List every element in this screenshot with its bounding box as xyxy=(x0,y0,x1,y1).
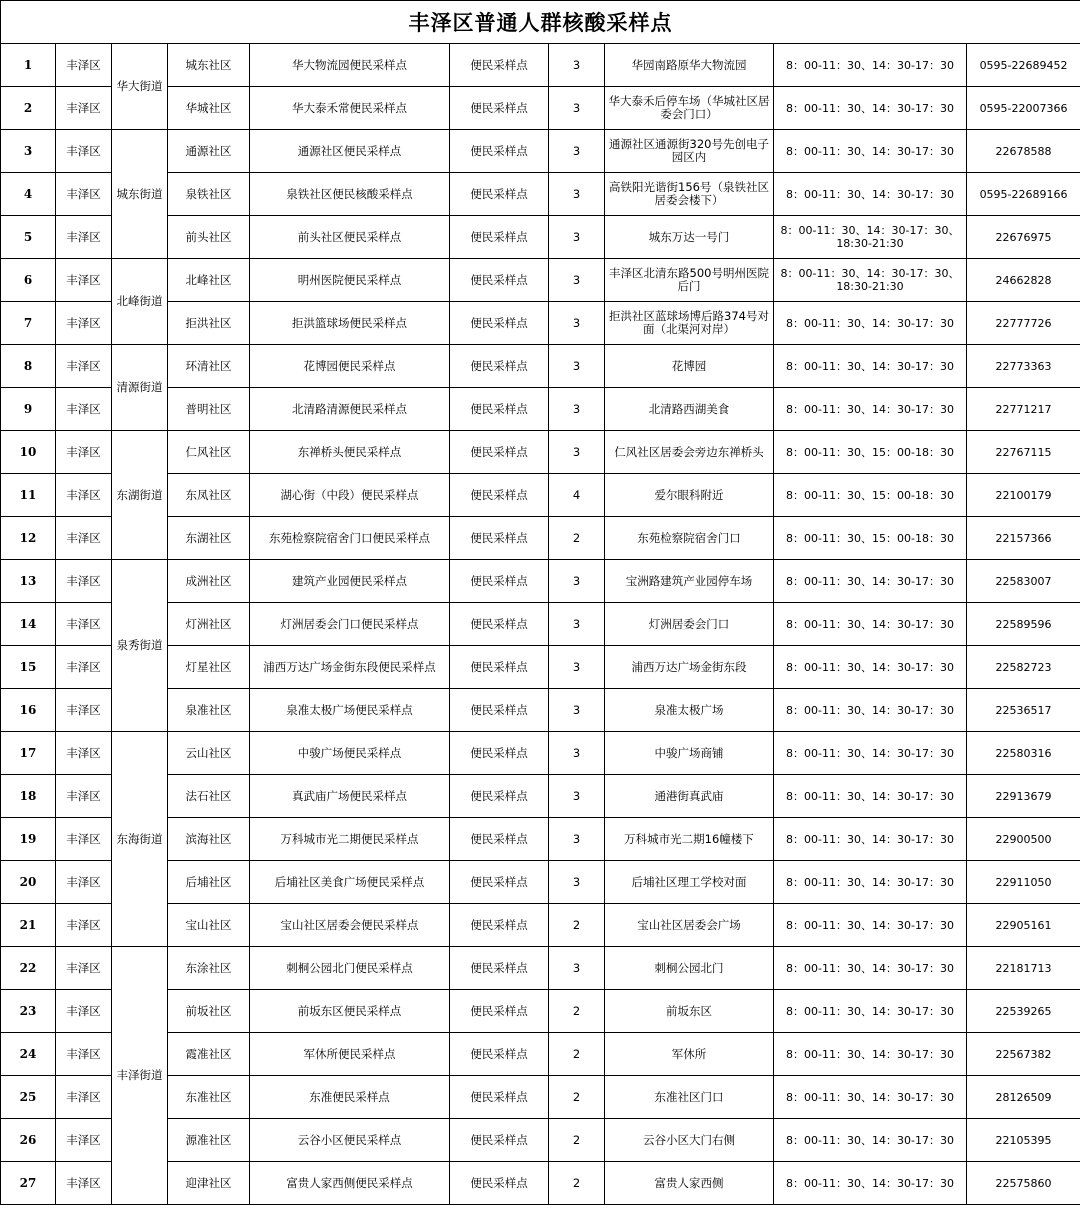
district-cell: 丰泽区 xyxy=(56,474,112,517)
row-number: 3 xyxy=(1,130,56,173)
community-cell: 仁风社区 xyxy=(168,431,250,474)
table-row xyxy=(1,560,1080,603)
row-number: 5 xyxy=(1,216,56,259)
site-type-cell: 便民采样点 xyxy=(450,861,549,904)
hours-cell: 8：00-11：30、14：30-17：30 xyxy=(774,302,967,345)
community-cell: 东凤社区 xyxy=(168,474,250,517)
hours-cell: 8：00-11：30、14：30-17：30 xyxy=(774,1076,967,1119)
sampling-count-cell: 3 xyxy=(549,130,605,173)
site-name-cell: 泉准太极广场便民采样点 xyxy=(250,689,450,732)
site-name-cell: 通源社区便民采样点 xyxy=(250,130,450,173)
street-cell: 东海街道 xyxy=(112,732,168,947)
phone-cell: 22777726 xyxy=(967,302,1080,345)
address-cell: 高铁阳光谐街156号（泉铁社区居委会楼下） xyxy=(605,173,774,216)
hours-cell: 8：00-11：30、14：30-17：30 xyxy=(774,173,967,216)
site-type-cell: 便民采样点 xyxy=(450,947,549,990)
hours-cell: 8：00-11：30、14：30-17：30 xyxy=(774,904,967,947)
site-type-cell: 便民采样点 xyxy=(450,732,549,775)
phone-cell: 22539265 xyxy=(967,990,1080,1033)
address-cell: 爱尔眼科附近 xyxy=(605,474,774,517)
phone-cell: 22100179 xyxy=(967,474,1080,517)
site-type-cell: 便民采样点 xyxy=(450,818,549,861)
district-cell: 丰泽区 xyxy=(56,87,112,130)
row-number: 7 xyxy=(1,302,56,345)
district-cell: 丰泽区 xyxy=(56,130,112,173)
site-name-cell: 富贵人家西侧便民采样点 xyxy=(250,1162,450,1205)
address-cell: 富贵人家西侧 xyxy=(605,1162,774,1205)
phone-cell: 22589596 xyxy=(967,603,1080,646)
district-cell: 丰泽区 xyxy=(56,1076,112,1119)
sampling-count-cell: 2 xyxy=(549,904,605,947)
hours-cell: 8：00-11：30、15：00-18：30 xyxy=(774,474,967,517)
site-name-cell: 中骏广场便民采样点 xyxy=(250,732,450,775)
sampling-count-cell: 3 xyxy=(549,431,605,474)
site-name-cell: 军休所便民采样点 xyxy=(250,1033,450,1076)
address-cell: 华大泰禾后停车场（华城社区居委会门口） xyxy=(605,87,774,130)
community-cell: 源准社区 xyxy=(168,1119,250,1162)
community-cell: 北峰社区 xyxy=(168,259,250,302)
site-type-cell: 便民采样点 xyxy=(450,87,549,130)
sampling-count-cell: 3 xyxy=(549,560,605,603)
sampling-count-cell: 2 xyxy=(549,1119,605,1162)
community-cell: 灯星社区 xyxy=(168,646,250,689)
site-name-cell: 前坂东区便民采样点 xyxy=(250,990,450,1033)
row-number: 26 xyxy=(1,1119,56,1162)
address-cell: 军休所 xyxy=(605,1033,774,1076)
community-cell: 成洲社区 xyxy=(168,560,250,603)
site-type-cell: 便民采样点 xyxy=(450,431,549,474)
phone-cell: 22678588 xyxy=(967,130,1080,173)
phone-cell: 22771217 xyxy=(967,388,1080,431)
row-number: 16 xyxy=(1,689,56,732)
address-cell: 通源社区通源街320号先创电子园区内 xyxy=(605,130,774,173)
address-cell: 东准社区门口 xyxy=(605,1076,774,1119)
phone-cell: 0595-22007366 xyxy=(967,87,1080,130)
phone-cell: 22911050 xyxy=(967,861,1080,904)
site-name-cell: 刺桐公园北门便民采样点 xyxy=(250,947,450,990)
sampling-count-cell: 4 xyxy=(549,474,605,517)
hours-cell: 8：00-11：30、14：30-17：30 xyxy=(774,1033,967,1076)
site-type-cell: 便民采样点 xyxy=(450,44,549,87)
address-cell: 宝山社区居委会广场 xyxy=(605,904,774,947)
site-name-cell: 真武庙广场便民采样点 xyxy=(250,775,450,818)
row-number: 25 xyxy=(1,1076,56,1119)
table-row xyxy=(1,130,1080,173)
site-type-cell: 便民采样点 xyxy=(450,259,549,302)
sampling-count-cell: 2 xyxy=(549,1162,605,1205)
table-row xyxy=(1,947,1080,990)
district-cell: 丰泽区 xyxy=(56,345,112,388)
community-cell: 迎津社区 xyxy=(168,1162,250,1205)
site-type-cell: 便民采样点 xyxy=(450,1076,549,1119)
address-cell: 中骏广场商铺 xyxy=(605,732,774,775)
address-cell: 后埔社区理工学校对面 xyxy=(605,861,774,904)
sampling-count-cell: 3 xyxy=(549,173,605,216)
district-cell: 丰泽区 xyxy=(56,1119,112,1162)
hours-cell: 8：00-11：30、14：30-17：30 xyxy=(774,861,967,904)
row-number: 24 xyxy=(1,1033,56,1076)
site-type-cell: 便民采样点 xyxy=(450,345,549,388)
address-cell: 华园南路原华大物流园 xyxy=(605,44,774,87)
row-number: 27 xyxy=(1,1162,56,1205)
row-number: 9 xyxy=(1,388,56,431)
address-cell: 北清路西湖美食 xyxy=(605,388,774,431)
phone-cell: 22913679 xyxy=(967,775,1080,818)
site-name-cell: 东苑检察院宿舍门口便民采样点 xyxy=(250,517,450,560)
street-cell: 华大街道 xyxy=(112,44,168,130)
site-name-cell: 北清路清源便民采样点 xyxy=(250,388,450,431)
site-name-cell: 湖心街（中段）便民采样点 xyxy=(250,474,450,517)
row-number: 15 xyxy=(1,646,56,689)
site-name-cell: 浦西万达广场金街东段便民采样点 xyxy=(250,646,450,689)
address-cell: 通港街真武庙 xyxy=(605,775,774,818)
site-type-cell: 便民采样点 xyxy=(450,216,549,259)
district-cell: 丰泽区 xyxy=(56,216,112,259)
site-type-cell: 便民采样点 xyxy=(450,1033,549,1076)
district-cell: 丰泽区 xyxy=(56,259,112,302)
community-cell: 东湖社区 xyxy=(168,517,250,560)
phone-cell: 0595-22689452 xyxy=(967,44,1080,87)
sampling-count-cell: 3 xyxy=(549,818,605,861)
hours-cell: 8：00-11：30、14：30-17：30 xyxy=(774,990,967,1033)
site-type-cell: 便民采样点 xyxy=(450,1162,549,1205)
row-number: 1 xyxy=(1,44,56,87)
district-cell: 丰泽区 xyxy=(56,904,112,947)
community-cell: 城东社区 xyxy=(168,44,250,87)
district-cell: 丰泽区 xyxy=(56,603,112,646)
hours-cell: 8：00-11：30、14：30-17：30、18:30-21:30 xyxy=(774,216,967,259)
address-cell: 拒洪社区蓝球场博后路374号对面（北渠河对岸） xyxy=(605,302,774,345)
sampling-count-cell: 3 xyxy=(549,87,605,130)
site-name-cell: 花博园便民采样点 xyxy=(250,345,450,388)
site-name-cell: 建筑产业园便民采样点 xyxy=(250,560,450,603)
site-type-cell: 便民采样点 xyxy=(450,173,549,216)
community-cell: 普明社区 xyxy=(168,388,250,431)
sampling-count-cell: 3 xyxy=(549,259,605,302)
site-type-cell: 便民采样点 xyxy=(450,560,549,603)
district-cell: 丰泽区 xyxy=(56,560,112,603)
hours-cell: 8：00-11：30、14：30-17：30 xyxy=(774,689,967,732)
sampling-count-cell: 3 xyxy=(549,603,605,646)
table-row xyxy=(1,345,1080,388)
sampling-count-cell: 2 xyxy=(549,517,605,560)
phone-cell: 22767115 xyxy=(967,431,1080,474)
row-number: 2 xyxy=(1,87,56,130)
district-cell: 丰泽区 xyxy=(56,861,112,904)
district-cell: 丰泽区 xyxy=(56,302,112,345)
hours-cell: 8：00-11：30、14：30-17：30 xyxy=(774,44,967,87)
row-number: 4 xyxy=(1,173,56,216)
hours-cell: 8：00-11：30、14：30-17：30 xyxy=(774,603,967,646)
site-type-cell: 便民采样点 xyxy=(450,1119,549,1162)
phone-cell: 22676975 xyxy=(967,216,1080,259)
row-number: 19 xyxy=(1,818,56,861)
address-cell: 万科城市光二期16幢楼下 xyxy=(605,818,774,861)
hours-cell: 8：00-11：30、14：30-17：30 xyxy=(774,130,967,173)
site-name-cell: 万科城市光二期便民采样点 xyxy=(250,818,450,861)
community-cell: 华城社区 xyxy=(168,87,250,130)
phone-cell: 24662828 xyxy=(967,259,1080,302)
phone-cell: 0595-22689166 xyxy=(967,173,1080,216)
community-cell: 宝山社区 xyxy=(168,904,250,947)
row-number: 21 xyxy=(1,904,56,947)
sampling-count-cell: 3 xyxy=(549,216,605,259)
sampling-count-cell: 2 xyxy=(549,1076,605,1119)
site-name-cell: 东禅桥头便民采样点 xyxy=(250,431,450,474)
address-cell: 灯洲居委会门口 xyxy=(605,603,774,646)
district-cell: 丰泽区 xyxy=(56,1033,112,1076)
phone-cell: 28126509 xyxy=(967,1076,1080,1119)
site-name-cell: 泉铁社区便民核酸采样点 xyxy=(250,173,450,216)
community-cell: 云山社区 xyxy=(168,732,250,775)
street-cell: 清源街道 xyxy=(112,345,168,431)
hours-cell: 8：00-11：30、14：30-17：30 xyxy=(774,87,967,130)
sampling-count-cell: 3 xyxy=(549,947,605,990)
community-cell: 通源社区 xyxy=(168,130,250,173)
hours-cell: 8：00-11：30、14：30-17：30 xyxy=(774,560,967,603)
site-type-cell: 便民采样点 xyxy=(450,904,549,947)
site-type-cell: 便民采样点 xyxy=(450,388,549,431)
row-number: 11 xyxy=(1,474,56,517)
phone-cell: 22583007 xyxy=(967,560,1080,603)
address-cell: 浦西万达广场金街东段 xyxy=(605,646,774,689)
sampling-count-cell: 3 xyxy=(549,689,605,732)
district-cell: 丰泽区 xyxy=(56,44,112,87)
hours-cell: 8：00-11：30、14：30-17：30 xyxy=(774,345,967,388)
address-cell: 前坂东区 xyxy=(605,990,774,1033)
phone-cell: 22181713 xyxy=(967,947,1080,990)
site-type-cell: 便民采样点 xyxy=(450,517,549,560)
street-cell: 丰泽街道 xyxy=(112,947,168,1205)
district-cell: 丰泽区 xyxy=(56,990,112,1033)
street-cell: 泉秀街道 xyxy=(112,560,168,732)
table-row xyxy=(1,44,1080,87)
row-number: 22 xyxy=(1,947,56,990)
street-cell: 北峰街道 xyxy=(112,259,168,345)
community-cell: 拒洪社区 xyxy=(168,302,250,345)
page-title: 丰泽区普通人群核酸采样点 xyxy=(1,1,1080,44)
address-cell: 丰泽区北清东路500号明州医院后门 xyxy=(605,259,774,302)
address-cell: 宝洲路建筑产业园停车场 xyxy=(605,560,774,603)
sampling-count-cell: 2 xyxy=(549,1033,605,1076)
sampling-count-cell: 3 xyxy=(549,302,605,345)
phone-cell: 22582723 xyxy=(967,646,1080,689)
hours-cell: 8：00-11：30、15：00-18：30 xyxy=(774,431,967,474)
community-cell: 霞准社区 xyxy=(168,1033,250,1076)
district-cell: 丰泽区 xyxy=(56,775,112,818)
site-type-cell: 便民采样点 xyxy=(450,990,549,1033)
hours-cell: 8：00-11：30、14：30-17：30 xyxy=(774,388,967,431)
table-row xyxy=(1,732,1080,775)
site-type-cell: 便民采样点 xyxy=(450,646,549,689)
site-name-cell: 后埔社区美食广场便民采样点 xyxy=(250,861,450,904)
district-cell: 丰泽区 xyxy=(56,431,112,474)
address-cell: 云谷小区大门右侧 xyxy=(605,1119,774,1162)
sampling-count-cell: 3 xyxy=(549,345,605,388)
phone-cell: 22900500 xyxy=(967,818,1080,861)
community-cell: 前头社区 xyxy=(168,216,250,259)
site-type-cell: 便民采样点 xyxy=(450,603,549,646)
phone-cell: 22567382 xyxy=(967,1033,1080,1076)
phone-cell: 22575860 xyxy=(967,1162,1080,1205)
sampling-count-cell: 3 xyxy=(549,646,605,689)
site-type-cell: 便民采样点 xyxy=(450,775,549,818)
district-cell: 丰泽区 xyxy=(56,818,112,861)
address-cell: 泉准太极广场 xyxy=(605,689,774,732)
community-cell: 滨海社区 xyxy=(168,818,250,861)
site-name-cell: 前头社区便民采样点 xyxy=(250,216,450,259)
row-number: 12 xyxy=(1,517,56,560)
community-cell: 灯洲社区 xyxy=(168,603,250,646)
sampling-count-cell: 3 xyxy=(549,44,605,87)
phone-cell: 22157366 xyxy=(967,517,1080,560)
site-type-cell: 便民采样点 xyxy=(450,302,549,345)
table-body xyxy=(1,44,1080,1205)
site-name-cell: 宝山社区居委会便民采样点 xyxy=(250,904,450,947)
address-cell: 城东万达一号门 xyxy=(605,216,774,259)
site-name-cell: 拒洪篮球场便民采样点 xyxy=(250,302,450,345)
table-row xyxy=(1,259,1080,302)
phone-cell: 22536517 xyxy=(967,689,1080,732)
row-number: 10 xyxy=(1,431,56,474)
hours-cell: 8：00-11：30、15：00-18：30 xyxy=(774,517,967,560)
community-cell: 后埔社区 xyxy=(168,861,250,904)
district-cell: 丰泽区 xyxy=(56,689,112,732)
community-cell: 环清社区 xyxy=(168,345,250,388)
district-cell: 丰泽区 xyxy=(56,388,112,431)
district-cell: 丰泽区 xyxy=(56,1162,112,1205)
address-cell: 东苑检察院宿舍门口 xyxy=(605,517,774,560)
row-number: 20 xyxy=(1,861,56,904)
community-cell: 东涂社区 xyxy=(168,947,250,990)
address-cell: 刺桐公园北门 xyxy=(605,947,774,990)
site-name-cell: 华大泰禾常便民采样点 xyxy=(250,87,450,130)
row-number: 13 xyxy=(1,560,56,603)
hours-cell: 8：00-11：30、14：30-17：30 xyxy=(774,646,967,689)
sampling-count-cell: 3 xyxy=(549,775,605,818)
sampling-count-cell: 3 xyxy=(549,861,605,904)
row-number: 6 xyxy=(1,259,56,302)
street-cell: 东湖街道 xyxy=(112,431,168,560)
row-number: 18 xyxy=(1,775,56,818)
site-type-cell: 便民采样点 xyxy=(450,689,549,732)
hours-cell: 8：00-11：30、14：30-17：30 xyxy=(774,1162,967,1205)
row-number: 17 xyxy=(1,732,56,775)
district-cell: 丰泽区 xyxy=(56,646,112,689)
site-name-cell: 明州医院便民采样点 xyxy=(250,259,450,302)
hours-cell: 8：00-11：30、14：30-17：30 xyxy=(774,818,967,861)
site-type-cell: 便民采样点 xyxy=(450,474,549,517)
community-cell: 前坂社区 xyxy=(168,990,250,1033)
hours-cell: 8：00-11：30、14：30-17：30 xyxy=(774,732,967,775)
hours-cell: 8：00-11：30、14：30-17：30 xyxy=(774,947,967,990)
sampling-count-cell: 3 xyxy=(549,388,605,431)
table-row xyxy=(1,431,1080,474)
row-number: 8 xyxy=(1,345,56,388)
community-cell: 泉准社区 xyxy=(168,689,250,732)
hours-cell: 8：00-11：30、14：30-17：30 xyxy=(774,1119,967,1162)
hours-cell: 8：00-11：30、14：30-17：30 xyxy=(774,775,967,818)
street-cell: 城东街道 xyxy=(112,130,168,259)
sampling-count-cell: 3 xyxy=(549,732,605,775)
site-name-cell: 东准便民采样点 xyxy=(250,1076,450,1119)
row-number: 23 xyxy=(1,990,56,1033)
community-cell: 法石社区 xyxy=(168,775,250,818)
district-cell: 丰泽区 xyxy=(56,947,112,990)
phone-cell: 22580316 xyxy=(967,732,1080,775)
community-cell: 泉铁社区 xyxy=(168,173,250,216)
phone-cell: 22905161 xyxy=(967,904,1080,947)
district-cell: 丰泽区 xyxy=(56,173,112,216)
phone-cell: 22105395 xyxy=(967,1119,1080,1162)
district-cell: 丰泽区 xyxy=(56,732,112,775)
address-cell: 花博园 xyxy=(605,345,774,388)
address-cell: 仁风社区居委会旁边东禅桥头 xyxy=(605,431,774,474)
site-name-cell: 灯洲居委会门口便民采样点 xyxy=(250,603,450,646)
phone-cell: 22773363 xyxy=(967,345,1080,388)
row-number: 14 xyxy=(1,603,56,646)
site-name-cell: 华大物流园便民采样点 xyxy=(250,44,450,87)
site-name-cell: 云谷小区便民采样点 xyxy=(250,1119,450,1162)
district-cell: 丰泽区 xyxy=(56,517,112,560)
site-type-cell: 便民采样点 xyxy=(450,130,549,173)
hours-cell: 8：00-11：30、14：30-17：30、18:30-21:30 xyxy=(774,259,967,302)
community-cell: 东准社区 xyxy=(168,1076,250,1119)
sampling-count-cell: 2 xyxy=(549,990,605,1033)
